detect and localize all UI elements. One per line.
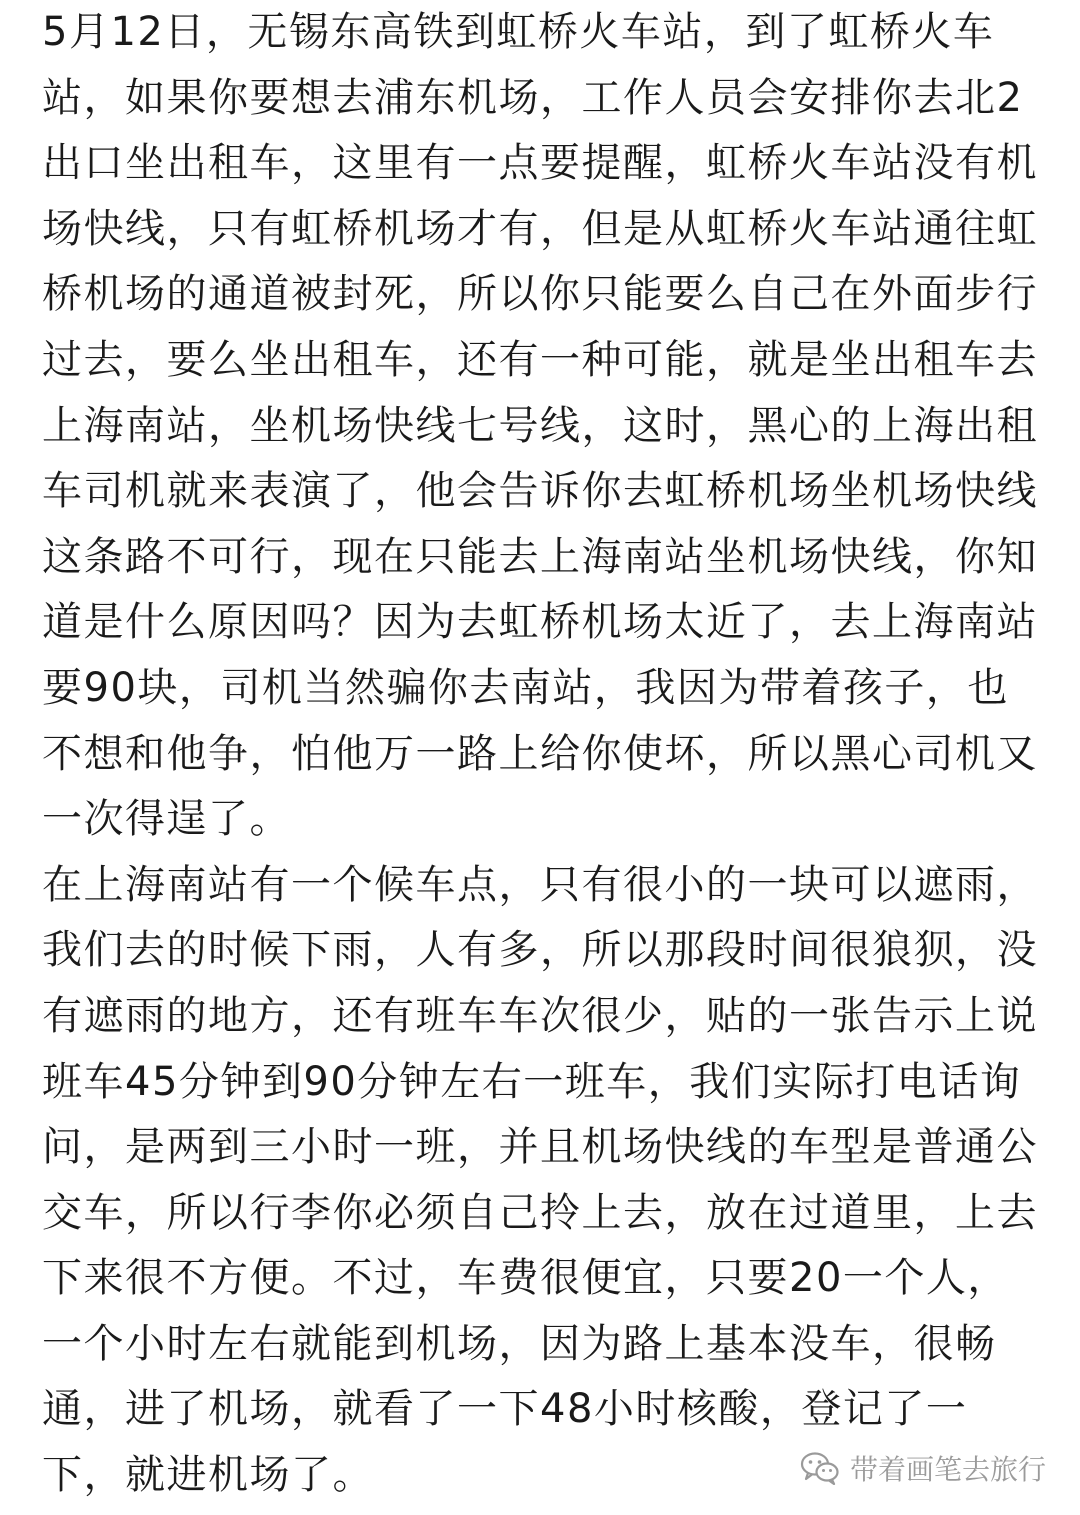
article-line: 一个小时左右就能到机场，因为路上基本没车，很畅 — [42, 1320, 997, 1367]
article-line: 问，是两到三小时一班，并且机场快线的车型是普通公 — [42, 1124, 1038, 1171]
article-line: 交车，所以行李你必须自己拎上去，放在过道里，上去 — [42, 1189, 1038, 1236]
article-line: 过去，要么坐出租车，还有一种可能，就是坐出租车去 — [42, 336, 1038, 383]
article-line: 下来很不方便。不过，车费很便宜，只要20一个人， — [42, 1255, 1009, 1302]
article-line: 场快线，只有虹桥机场才有，但是从虹桥火车站通往虹 — [42, 205, 1038, 252]
wechat-icon — [800, 1451, 840, 1485]
article-line: 要90块，司机当然骗你去南站，我因为带着孩子，也 — [42, 664, 1009, 711]
article-line: 站，如果你要想去浦东机场，工作人员会安排你去北2 — [42, 74, 1024, 121]
article-line: 一次得逞了。 — [42, 796, 291, 843]
article-line: 道是什么原因吗？因为去虹桥机场太近了，去上海南站 — [42, 599, 1038, 646]
article-line: 桥机场的通道被封死，所以你只能要么自己在外面步行 — [42, 271, 1038, 318]
article-line: 我们去的时候下雨，人有多，所以那段时间很狼狈，没 — [42, 927, 1038, 974]
article-line: 车司机就来表演了，他会告诉你去虹桥机场坐机场快线 — [42, 468, 1038, 515]
article-body — [42, 0, 1042, 1509]
article-line: 下，就进机场了。 — [42, 1452, 374, 1499]
article-line: 不想和他争，怕他万一路上给你使坏，所以黑心司机又 — [42, 730, 1038, 777]
article-line: 上海南站，坐机场快线七号线，这时，黑心的上海出租 — [42, 402, 1038, 449]
article-line: 这条路不可行，现在只能去上海南站坐机场快线，你知 — [42, 533, 1038, 580]
watermark — [800, 1444, 1046, 1492]
article-line: 在上海南站有一个候车点，只有很小的一块可以遮雨， — [42, 861, 1038, 908]
article-line: 班车45分钟到90分钟左右一班车，我们实际打电话询 — [42, 1058, 1022, 1105]
article-line: 有遮雨的地方，还有班车车次很少，贴的一张告示上说 — [42, 992, 1038, 1039]
watermark-text: 带着画笔去旅行 — [849, 1453, 1046, 1486]
article-line: 5月12日，无锡东高铁到虹桥火车站，到了虹桥火车 — [42, 9, 995, 55]
article-line: 出口坐出租车，这里有一点要提醒，虹桥火车站没有机 — [42, 140, 1038, 187]
article-line: 通，进了机场，就看了一下48小时核酸，登记了一 — [42, 1386, 968, 1433]
